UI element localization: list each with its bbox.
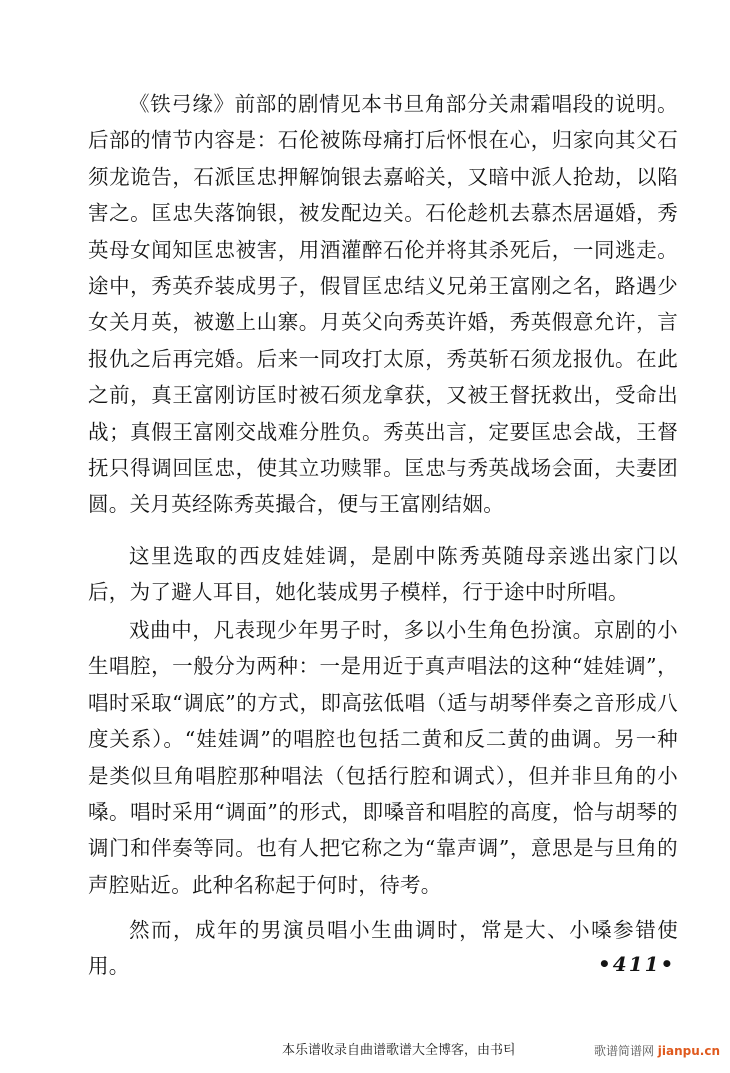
- synopsis-paragraph: [88, 86, 678, 523]
- paragraph-closing: 然而，成年的男演员唱小生曲调时，常是大、小嗓参错使用。: [88, 918, 678, 979]
- xiaosheng-paragraph-block: [88, 612, 678, 903]
- paragraph-xiaosheng-singing: 戏曲中，凡表现少年男子时，多以小生角色扮演。京剧的小生唱腔，一般分为两种：一是用近于真声唱法的这种“娃娃调”，唱时采取“调底”的方式，即高弦低唱（适与胡琴伴奏之音形成八度关系）。“娃娃调”的唱腔也包括二黄和反二黄的曲调。另一种是类似旦角唱腔那种唱法（包括行腔和调式），但并非旦角的小嗓。唱时采用“调面”的形式，即嗓音和唱腔的高度，恰与胡琴的调门和伴奏等同。也有人把它称之为“靠声调”，意思是与旦角的声腔贴近。此种名称起于何时，待考。: [88, 618, 678, 897]
- aria-context-paragraph-block: [88, 538, 678, 611]
- paragraph-plot: 《铁弓缘》前部的剧情见本书旦角部分关肃霜唱段的说明。后部的情节内容是：石伦被陈母痛打后怀恨在心，归家向其父石须龙诡告，石派匡忠押解饷银去嘉峪关，又暗中派人抢劫，以陷害之。匡忠失落饷银，被发配边关。石伦趁机去慕杰居逼婚，秀英母女闻知匡忠被害，用酒灌醉石伦并将其杀死后，一同逃走。途中，秀英乔装成男子，假冒匡忠结义兄弟王富刚之名，路遇少女关月英，被邀上山寨。月英父向秀英许婚，秀英假意允许，言报仇之后再完婚。后来一同攻打太原，秀英斩石须龙报仇。在此之前，真王富刚访匡时被石须龙拿获，又被王督抚救出，受命出战；真假王富刚交战难分胜负。秀英出言，定要匡忠会战，王督抚只得调回匡忠，使其立功赎罪。匡忠与秀英战场会面，夫妻团圆。关月英经陈秀英撮合，便与王富刚结姻。: [88, 92, 678, 517]
- footer-source-note: 本乐谱收录自曲谱歌谱大全博客，由书티: [282, 1043, 516, 1058]
- paragraph-aria-context: 这里选取的西皮娃娃调，是剧中陈秀英随母亲逃出家门以后，为了避人耳目，她化装成男子模样，行于途中时所唱。: [88, 544, 678, 605]
- watermark-domain: jianpu.cn: [657, 1044, 720, 1058]
- watermark-site-name: 歌谱简谱网: [593, 1044, 654, 1058]
- page-number: •411•: [598, 952, 676, 976]
- footer-watermark: [594, 1042, 720, 1059]
- closing-paragraph-block: [88, 912, 678, 985]
